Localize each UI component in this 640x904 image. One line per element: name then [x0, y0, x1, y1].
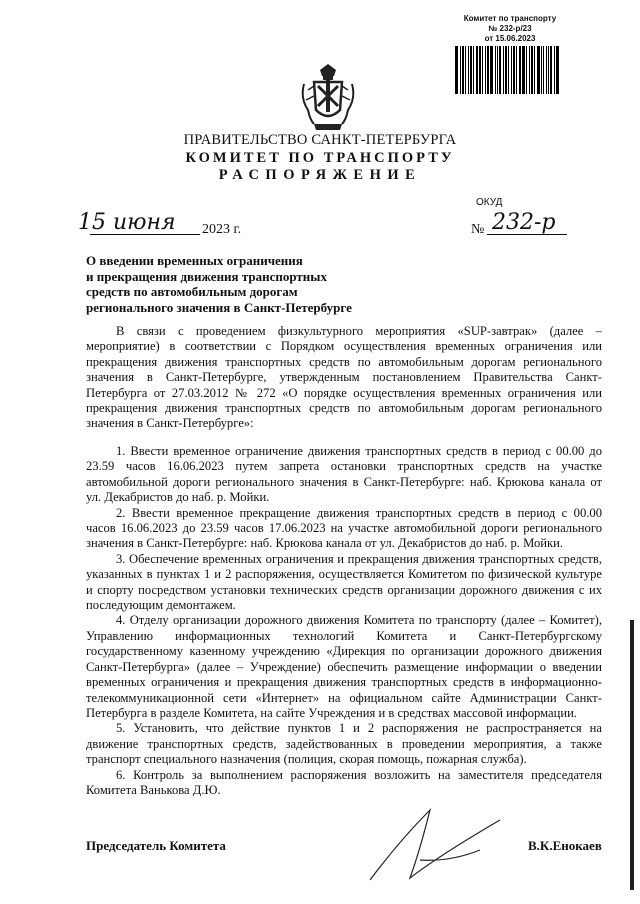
barcode-bar — [508, 46, 509, 94]
preamble-paragraph: В связи с проведением физкультурного мероприятия «SUP-завтрак» (далее – мероприятие) в соответствии с Порядком осуществления временных ограничения или прекращения движения транспортных средств по автомобильным дорогам регионального значения в Санкт-Петербурге, утвержденным постановлением Правительства Санкт-Петербурга от 27.03.2012 № 272 «О порядке осуществления временных ограничения или прекращения движения транспортных средств по автомобильным дорогам регионального значения в Санкт-Петербурге»: — [86, 324, 602, 431]
barcode-bar — [495, 46, 496, 94]
government-header: ПРАВИТЕЛЬСТВО САНКТ-ПЕТЕРБУРГА — [183, 132, 457, 148]
barcode-bar — [543, 46, 545, 94]
barcode-bar — [548, 46, 549, 94]
barcode-bar — [482, 46, 483, 94]
signatory-position: Председатель Комитета — [86, 838, 226, 853]
document-title: О введении временных ограничения и прекращения движения транспортных средств по автомобильным дорогам регионального значения в Санкт-Петербурге — [86, 253, 352, 315]
barcode-bar — [476, 46, 478, 94]
number-sign: № — [471, 222, 485, 237]
barcode-bar — [550, 46, 552, 94]
barcode-bar — [485, 46, 486, 94]
order-item: 2. Ввести временное прекращение движения транспортных средств в период с 00.00 часов 16.06.2023 до 23.59 часов 17.06.2023 на участке автомобильной дороги регионального значения в Санкт-Петербурге: наб. Крюкова канала от ул. Декабристов до наб. р. Мойки. — [86, 505, 602, 551]
scan-edge-shadow — [630, 620, 634, 890]
barcode-bar — [497, 46, 498, 94]
barcode-bar — [546, 46, 547, 94]
stamp-line-3: от 15.06.2023 — [484, 34, 536, 43]
handwritten-date: 15 июня — [78, 210, 176, 235]
barcode-bar — [473, 46, 474, 94]
barcode-bar — [503, 46, 504, 94]
barcode-bar — [531, 46, 533, 94]
barcode-bar — [487, 46, 489, 94]
order-item: 1. Ввести временное ограничение движения транспортных средств в период с 00.00 до 23.59 часов 16.06.2023 путем запрета остановки транспортных средств на участке автомобильной дороги регионального значения в Санкт-Петербурге: наб. Крюкова канала от ул. Декабристов до наб. р. Мойки. — [86, 444, 602, 505]
committee-header: КОМИТЕТ ПО ТРАНСПОРТУ — [185, 150, 455, 166]
barcode-bar — [468, 46, 469, 94]
stamp-line-2: № 232-р/23 — [488, 24, 532, 33]
barcode-bar — [556, 46, 559, 94]
barcode-bar — [511, 46, 512, 94]
barcode-bar — [522, 46, 525, 94]
registration-stamp — [430, 14, 590, 44]
barcode-bar — [541, 46, 542, 94]
barcode-bar — [462, 46, 464, 94]
order-item: 6. Контроль за выполнением распоряжения возложить на заместителя председателя Комитета Ванькова Д.Ю. — [86, 767, 602, 797]
barcode-bar — [529, 46, 530, 94]
handwritten-number: 232-р — [492, 210, 556, 235]
order-item: 5. Установить, что действие пунктов 1 и 2 распоряжения не распространяется на движение транспортных средств, задействованных в проведении мероприятия, а также транспорт специального назначения (полиция, скорая помощь, пожарная служба). — [86, 721, 602, 767]
barcode-bar — [516, 46, 517, 94]
barcode-bar — [460, 46, 461, 94]
date-underline — [90, 234, 200, 235]
barcode-bar — [455, 46, 458, 94]
order-item: 3. Обеспечение временных ограничения и прекращения движения транспортных средств, указанных в пунктах 1 и 2 распоряжения, осуществляется Комитетом по физической культуре и спорту посредством установки технических средств организации дорожного движения с их последующим демонтажем. — [86, 551, 602, 613]
document-type: РАСПОРЯЖЕНИЕ — [218, 167, 422, 183]
barcode-bar — [479, 46, 481, 94]
barcode-bar — [499, 46, 501, 94]
handwritten-signature — [360, 800, 510, 890]
barcode-bar — [537, 46, 540, 94]
barcode-bar — [465, 46, 466, 94]
barcode-bar — [490, 46, 493, 94]
barcode-bar — [534, 46, 535, 94]
barcode-bar — [554, 46, 555, 94]
number-underline — [487, 234, 567, 235]
barcode-bar — [519, 46, 521, 94]
barcode-bar — [470, 46, 473, 94]
date-year: 2023 г. — [202, 222, 242, 237]
barcode-bar — [505, 46, 508, 94]
coat-of-arms-icon — [300, 64, 356, 132]
order-item: 4. Отделу организации дорожного движения Комитета по транспорту (далее – Комитет), Управлению информационных технологий Комитета и Санкт-Петербургскому государственному казенному учреждению «Дирекция по организации дорожного движения Санкт-Петербурга» (далее – Учреждение) обеспечить размещение информации о введении временных ограничения и прекращения движения транспортных средств в информационно-телекоммуникационной сети «Интернет» на официальном сайте Администрации Санкт-Петербурга в разделе Комитета, на сайте Учреждения и в средствах массовой информации. — [86, 613, 602, 720]
order-items — [86, 444, 602, 798]
stamp-line-1: Комитет по транспорту — [463, 14, 557, 23]
barcode-bar — [513, 46, 515, 94]
signatory-name: В.К.Енокаев — [528, 838, 602, 853]
barcode-bar — [526, 46, 527, 94]
okud-label: ОКУД — [476, 197, 503, 208]
barcode — [455, 46, 560, 94]
